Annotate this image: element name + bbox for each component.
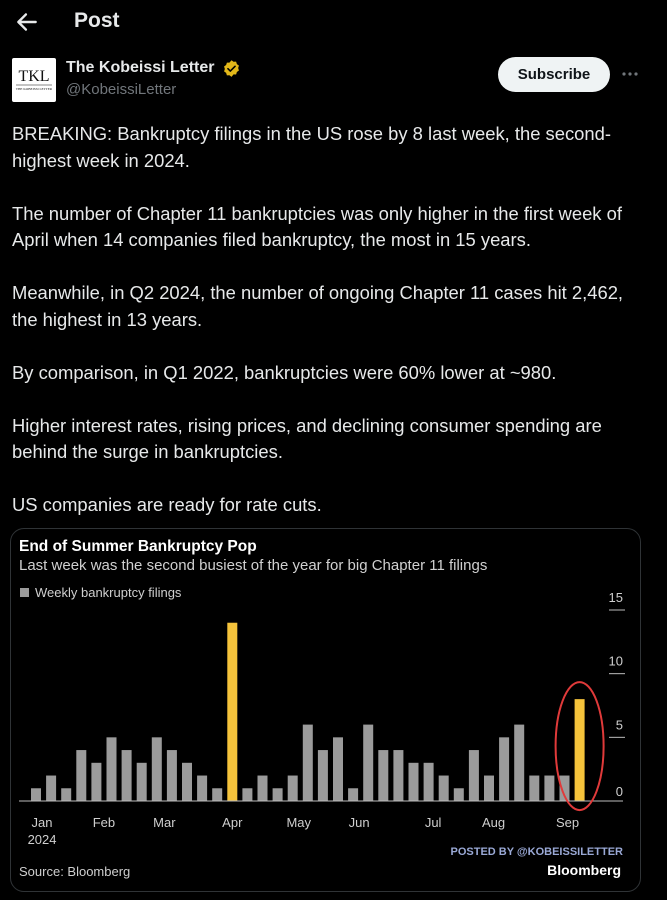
bar xyxy=(197,776,207,801)
author-name[interactable]: The Kobeissi Letter xyxy=(66,59,215,76)
tweet-paragraph: BREAKING: Bankruptcy filings in the US rose by 8 last week, the second-highest week in 2024. xyxy=(12,123,611,171)
x-tick-label: Feb xyxy=(92,815,116,830)
bar xyxy=(152,737,162,801)
bar xyxy=(499,737,509,801)
bar xyxy=(454,788,464,801)
bar xyxy=(91,763,101,801)
bar xyxy=(544,776,554,801)
bar xyxy=(167,750,177,801)
back-arrow-icon[interactable] xyxy=(14,9,40,35)
x-tick-label: Apr xyxy=(222,815,243,830)
bar xyxy=(31,788,41,801)
bar xyxy=(469,750,479,801)
author-handle[interactable]: @KobeissiLetter xyxy=(66,81,177,98)
bar xyxy=(76,750,86,801)
bar xyxy=(333,737,343,801)
page-title: Post xyxy=(74,9,120,32)
avatar[interactable] xyxy=(12,58,56,102)
chart-legend-label: Weekly bankruptcy filings xyxy=(35,585,182,600)
tweet-paragraph: The number of Chapter 11 bankruptcies was only higher in the first week of April when 14 companies filed bankruptcy, the most in 15 years. xyxy=(12,202,622,250)
bars xyxy=(31,623,585,801)
y-tick-label: 0 xyxy=(615,784,623,799)
bar xyxy=(303,725,313,801)
y-tick-label: 10 xyxy=(608,653,623,669)
tweet-paragraph: By comparison, in Q1 2022, bankruptcies were 60% lower at ~980. xyxy=(12,361,557,383)
bar xyxy=(348,788,358,801)
bar xyxy=(378,750,388,801)
chart-brand: Bloomberg xyxy=(547,862,621,878)
x-tick-label: Jul xyxy=(424,815,442,830)
tweet-paragraph: US companies are ready for rate cuts. xyxy=(12,494,322,515)
bar xyxy=(409,763,419,801)
chart-source: Source: Bloomberg xyxy=(19,864,131,879)
tweet-text xyxy=(12,121,652,545)
top-bar xyxy=(0,0,667,44)
bar xyxy=(273,788,283,801)
bar xyxy=(182,763,192,801)
bar-highlight xyxy=(227,623,237,801)
bar xyxy=(137,763,147,801)
bar xyxy=(514,725,524,801)
bar xyxy=(393,750,403,801)
bar-chart xyxy=(11,529,640,891)
verified-badge-icon xyxy=(222,59,241,78)
bar xyxy=(61,788,71,801)
tweet-paragraph: Meanwhile, in Q2 2024, the number of ongoing Chapter 11 cases hit 2,462, the highest in 13 years. xyxy=(12,282,624,330)
chart-watermark: POSTED BY @KOBEISSILETTER xyxy=(450,846,623,858)
bar xyxy=(424,763,434,801)
y-tick-label: 5 xyxy=(615,717,623,733)
bar xyxy=(212,788,222,801)
bar xyxy=(258,776,268,801)
more-options-icon[interactable] xyxy=(620,64,640,84)
bar xyxy=(439,776,449,801)
chart-subtitle: Last week was the second busiest of the year for big Chapter 11 filings xyxy=(19,557,488,574)
bar xyxy=(529,776,539,801)
chart-image[interactable] xyxy=(10,528,641,892)
bar xyxy=(484,776,494,801)
bar xyxy=(46,776,56,801)
bar xyxy=(107,737,117,801)
avatar-logo-subtext: THE KOBEISSI LETTER xyxy=(15,87,53,91)
x-tick-label: Mar xyxy=(153,815,176,830)
x-tick-label: Jan xyxy=(31,815,53,830)
y-tick-label: 15 xyxy=(608,590,623,605)
bar-highlight xyxy=(575,699,585,801)
x-axis xyxy=(28,815,580,847)
bar xyxy=(318,750,328,801)
x-year-label: 2024 xyxy=(27,832,57,847)
x-tick-label: May xyxy=(286,815,312,830)
bar xyxy=(363,725,373,801)
bar xyxy=(242,788,252,801)
y-axis xyxy=(609,590,625,799)
x-tick-label: Sep xyxy=(555,815,580,830)
x-tick-label: Jun xyxy=(348,815,370,830)
x-tick-label: Aug xyxy=(481,815,506,830)
legend-swatch xyxy=(20,588,29,597)
avatar-logo-text: TKL xyxy=(18,68,50,85)
chart-title: End of Summer Bankruptcy Pop xyxy=(19,538,257,555)
bar xyxy=(122,750,132,801)
tweet-paragraph: Higher interest rates, rising prices, and declining consumer spending are behind the surge in bankruptcies. xyxy=(12,414,602,462)
bar xyxy=(288,776,298,801)
subscribe-button[interactable]: Subscribe xyxy=(498,57,610,92)
